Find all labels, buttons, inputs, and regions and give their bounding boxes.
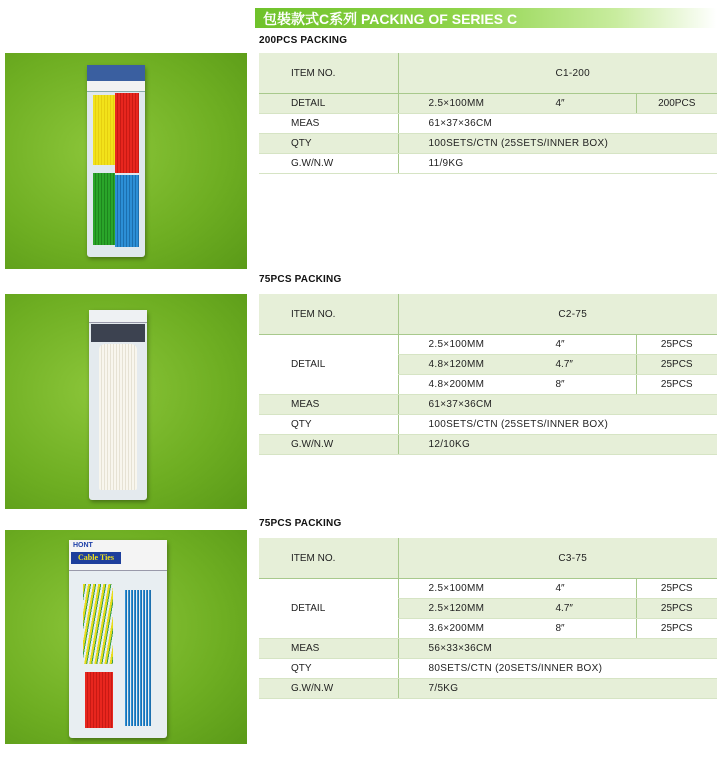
table-row [259,134,717,154]
item-no-value: C1-200 [398,53,717,94]
table-row [259,415,717,435]
cable-tie-pack-white-icon [89,310,147,500]
cable-tie-pack-yellow-red-green-blue-icon [87,65,145,257]
detail-size: 4.8×200MM [398,375,556,395]
table-row [259,435,717,455]
detail-inch: 4″ [556,579,637,599]
item-no-value: C2-75 [398,294,717,335]
table-row [259,114,717,134]
table-row [259,53,717,94]
product-photo-c3 [5,530,247,744]
spec-table-c1 [259,53,717,174]
table-row [259,154,717,174]
item-no-label: ITEM NO. [259,538,398,579]
detail-size: 2.5×120MM [398,599,556,619]
qty-value: 100SETS/CTN (25SETS/INNER BOX) [398,415,717,435]
detail-size: 4.8×120MM [398,355,556,375]
detail-pcs: 25PCS [636,579,717,599]
section-heading: 200PCS PACKING [259,35,348,46]
detail-inch: 4.7″ [556,599,637,619]
detail-pcs: 25PCS [636,619,717,639]
detail-inch: 8″ [556,619,637,639]
qty-value: 80SETS/CTN (20SETS/INNER BOX) [398,659,717,679]
table-row [259,659,717,679]
gw-label: G.W/N.W [259,679,398,699]
detail-pcs: 25PCS [636,599,717,619]
detail-label: DETAIL [259,579,398,639]
table-row [259,679,717,699]
page-title: 包裝款式C系列 PACKING OF SERIES C [263,11,518,27]
detail-size: 3.6×200MM [398,619,556,639]
detail-label: DETAIL [259,335,398,395]
detail-size: 2.5×100MM [398,335,556,355]
gw-value: 11/9KG [398,154,717,174]
detail-pcs: 200PCS [636,94,717,114]
meas-value: 61×37×36CM [398,114,717,134]
qty-label: QTY [259,415,398,435]
product-photo-c2 [5,294,247,509]
product-photo-c1 [5,53,247,269]
gw-label: G.W/N.W [259,154,398,174]
cable-tie-pack-yellow-red-blue-icon [69,540,167,738]
item-no-label: ITEM NO. [259,294,398,335]
detail-pcs: 25PCS [636,375,717,395]
detail-inch: 4.7″ [556,355,637,375]
meas-label: MEAS [259,114,398,134]
detail-label: DETAIL [259,94,398,114]
detail-inch: 8″ [556,375,637,395]
table-row [259,335,717,355]
gw-label: G.W/N.W [259,435,398,455]
table-row [259,94,717,114]
table-row [259,538,717,579]
detail-size: 2.5×100MM [398,579,556,599]
detail-inch: 4″ [556,94,637,114]
qty-label: QTY [259,134,398,154]
item-no-value: C3-75 [398,538,717,579]
section-heading: 75PCS PACKING [259,274,342,285]
table-row [259,395,717,415]
gw-value: 7/5KG [398,679,717,699]
qty-value: 100SETS/CTN (25SETS/INNER BOX) [398,134,717,154]
spec-table-c2 [259,294,717,455]
pack-name: Cable Ties [71,552,121,564]
table-row [259,639,717,659]
pack-brand: HONT [73,542,93,549]
table-row [259,579,717,599]
detail-pcs: 25PCS [636,335,717,355]
detail-inch: 4″ [556,335,637,355]
table-row [259,294,717,335]
item-no-label: ITEM NO. [259,53,398,94]
meas-value: 61×37×36CM [398,395,717,415]
title-bar [255,8,717,28]
detail-size: 2.5×100MM [398,94,556,114]
spec-table-c3 [259,538,717,699]
meas-label: MEAS [259,395,398,415]
meas-value: 56×33×36CM [398,639,717,659]
qty-label: QTY [259,659,398,679]
gw-value: 12/10KG [398,435,717,455]
section-heading: 75PCS PACKING [259,518,342,529]
meas-label: MEAS [259,639,398,659]
detail-pcs: 25PCS [636,355,717,375]
